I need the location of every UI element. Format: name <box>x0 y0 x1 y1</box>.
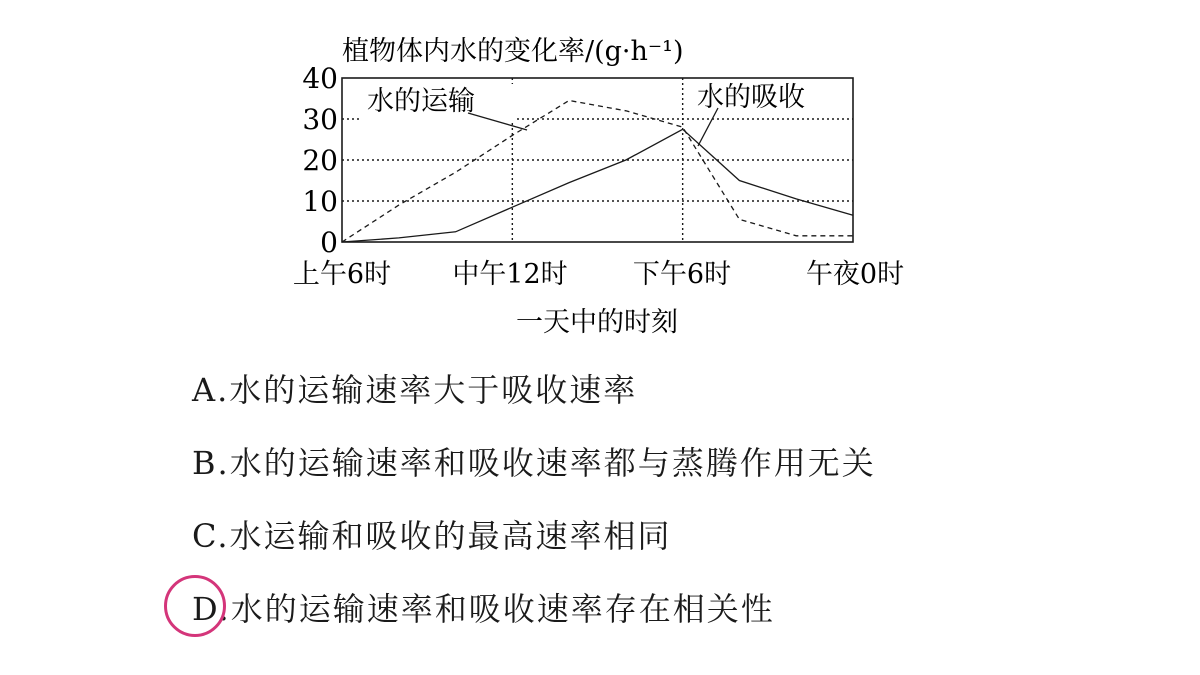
y-tick-label: 10 <box>302 185 338 218</box>
y-tick-label: 30 <box>302 103 338 136</box>
y-tick-label: 0 <box>320 226 338 259</box>
y-axis-label: 植物体内水的变化率/(g·h⁻¹) <box>342 36 684 67</box>
option-c-letter: C. <box>192 517 230 555</box>
option-d[interactable] <box>192 585 876 633</box>
option-a-text: 水的运输速率大于吸收速率 <box>229 371 638 409</box>
option-c[interactable] <box>192 512 876 560</box>
series-label-absorption: 水的吸收 <box>697 82 805 113</box>
series <box>342 101 853 243</box>
option-a-letter: A. <box>192 371 230 409</box>
answer-options <box>192 366 876 658</box>
x-axis-label: 一天中的时刻 <box>516 307 678 338</box>
y-tick-label: 40 <box>302 62 338 95</box>
x-category-label: 上午6时 <box>292 259 392 290</box>
option-b-text: 水的运输速率和吸收速率都与蒸腾作用无关 <box>229 444 876 482</box>
option-d-letter: D. <box>192 590 231 628</box>
answer-circle-mark <box>164 575 226 637</box>
series-line-absorption <box>342 129 853 242</box>
option-c-text: 水运输和吸收的最高速率相同 <box>229 517 672 555</box>
option-d-text: 水的运输速率和吸收速率存在相关性 <box>230 590 775 628</box>
x-categories <box>293 259 904 290</box>
y-ticks <box>302 62 338 259</box>
option-a[interactable] <box>192 366 876 414</box>
x-category-label: 中午12时 <box>452 259 568 290</box>
callouts <box>362 80 842 146</box>
x-category-label: 下午6时 <box>632 259 732 290</box>
option-b[interactable] <box>192 439 876 487</box>
y-tick-label: 20 <box>302 144 338 177</box>
series-label-transport: 水的运输 <box>367 86 475 117</box>
x-category-label: 午夜0时 <box>805 259 905 290</box>
option-b-letter: B. <box>192 444 230 482</box>
